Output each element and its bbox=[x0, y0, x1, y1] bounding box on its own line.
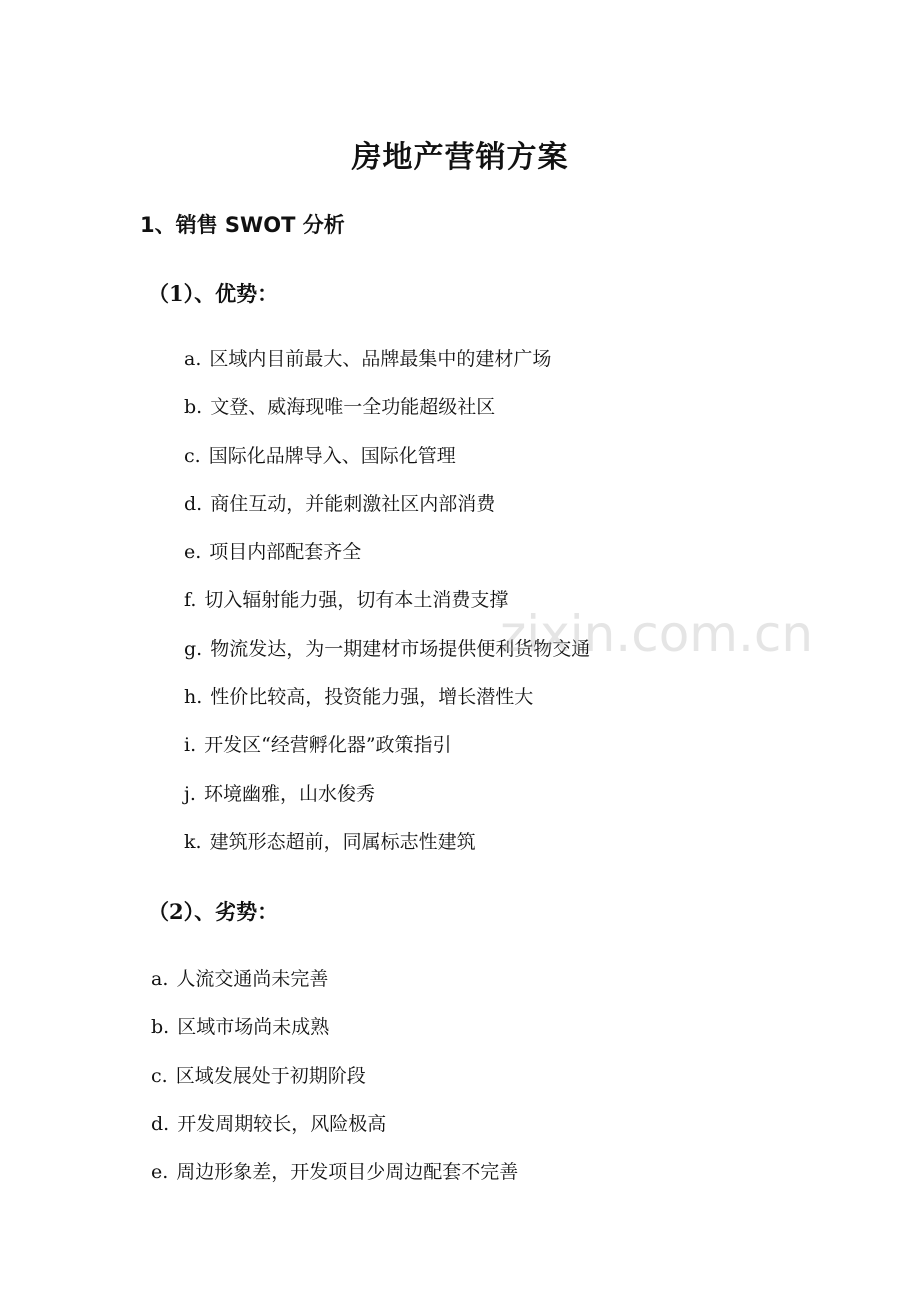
list-item bbox=[184, 537, 590, 585]
list-item bbox=[151, 1012, 518, 1060]
list-item bbox=[184, 682, 590, 730]
list-item-text: 环境幽雅，山水俊秀 bbox=[203, 782, 375, 805]
list-item bbox=[184, 634, 590, 682]
weaknesses-list bbox=[151, 964, 518, 1205]
list-item-text: 文登、威海现唯一全功能超级社区 bbox=[210, 396, 496, 419]
list-item-text: 区域市场尚未成熟 bbox=[177, 1016, 330, 1039]
list-item-text: 建筑形态超前，同属标志性建筑 bbox=[209, 830, 476, 853]
list-item bbox=[184, 489, 590, 537]
list-item bbox=[184, 441, 590, 489]
list-item bbox=[151, 1061, 518, 1109]
list-item-text: 开发区“经营孵化器”政策指引 bbox=[204, 734, 452, 757]
list-marker: c. bbox=[184, 444, 201, 467]
list-item bbox=[184, 779, 590, 827]
list-marker: d. bbox=[151, 1112, 170, 1135]
list-item-text: 切入辐射能力强，切有本土消费支撑 bbox=[204, 589, 509, 612]
list-marker: h. bbox=[184, 686, 203, 709]
list-marker: f. bbox=[184, 589, 197, 612]
list-item bbox=[184, 344, 590, 392]
list-marker: c. bbox=[151, 1064, 168, 1087]
list-marker: b. bbox=[184, 396, 203, 419]
list-marker: i. bbox=[184, 734, 197, 757]
list-item-text: 区域发展处于初期阶段 bbox=[175, 1064, 366, 1087]
list-marker: d. bbox=[184, 492, 203, 515]
strengths-list bbox=[184, 344, 590, 875]
list-item-text: 国际化品牌导入、国际化管理 bbox=[208, 444, 456, 467]
section-heading: 1、销售 SWOT 分析 bbox=[140, 213, 345, 237]
list-item bbox=[184, 730, 590, 778]
list-marker: a. bbox=[184, 348, 202, 370]
list-marker: k. bbox=[184, 830, 202, 853]
list-marker: a. bbox=[151, 968, 169, 990]
list-item-text: 性价比较高，投资能力强，增长潜性大 bbox=[210, 686, 534, 709]
list-marker: g. bbox=[184, 637, 203, 660]
list-marker: b. bbox=[151, 1016, 170, 1039]
list-item-text: 项目内部配套齐全 bbox=[209, 541, 362, 564]
list-item-text: 商住互动，并能刺激社区内部消费 bbox=[210, 492, 496, 515]
document-title: 房地产营销方案 bbox=[351, 140, 569, 175]
list-marker: e. bbox=[184, 541, 202, 564]
list-item bbox=[184, 392, 590, 440]
list-item bbox=[184, 585, 590, 633]
list-marker: e. bbox=[151, 1161, 169, 1184]
watermark: zixin.com.cn bbox=[500, 605, 814, 663]
list-marker: j. bbox=[184, 782, 196, 805]
weaknesses-heading: （2）、劣势： bbox=[148, 899, 279, 924]
list-item-text: 周边形象差，开发项目少周边配套不完善 bbox=[176, 1161, 519, 1184]
list-item bbox=[151, 1109, 518, 1157]
list-item-text: 开发周期较长，风险极高 bbox=[177, 1112, 387, 1135]
list-item bbox=[151, 964, 518, 1012]
list-item bbox=[184, 827, 590, 875]
strengths-heading: （1）、优势： bbox=[148, 281, 279, 306]
list-item-text: 人流交通尚未完善 bbox=[176, 968, 329, 990]
list-item-text: 物流发达，为一期建材市场提供便利货物交通 bbox=[210, 637, 591, 660]
list-item-text: 区域内目前最大、品牌最集中的建材广场 bbox=[209, 348, 552, 370]
list-item bbox=[151, 1157, 518, 1205]
